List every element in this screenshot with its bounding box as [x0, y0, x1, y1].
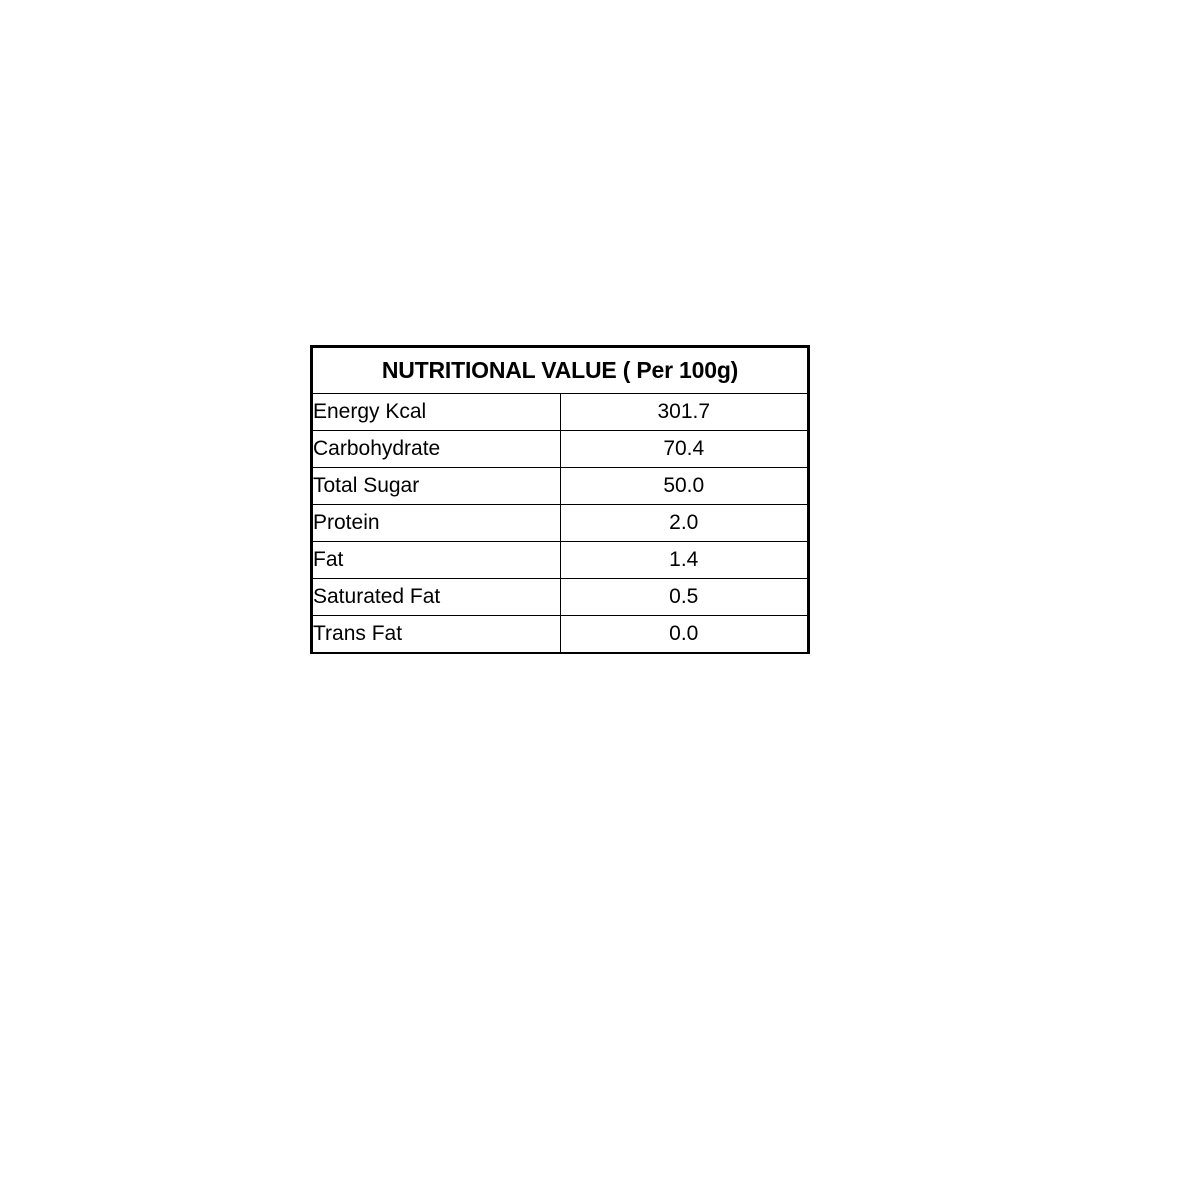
table-row	[313, 394, 808, 431]
table-body	[313, 394, 808, 653]
table-row	[313, 616, 808, 653]
nutrient-label: Saturated Fat	[313, 579, 561, 616]
nutrient-value: 70.4	[560, 431, 808, 468]
nutrition-facts-panel	[310, 345, 810, 654]
nutrient-label: Protein	[313, 505, 561, 542]
table-row	[313, 542, 808, 579]
table-row	[313, 431, 808, 468]
table-header	[313, 348, 808, 394]
nutrient-label: Energy Kcal	[313, 394, 561, 431]
nutrient-label: Trans Fat	[313, 616, 561, 653]
nutrient-value: 301.7	[560, 394, 808, 431]
nutrient-label: Total Sugar	[313, 468, 561, 505]
table-row	[313, 468, 808, 505]
nutrient-value: 1.4	[560, 542, 808, 579]
table-row	[313, 505, 808, 542]
nutrient-value: 2.0	[560, 505, 808, 542]
nutrition-table	[312, 347, 808, 652]
title-row	[313, 348, 808, 394]
nutrient-value: 50.0	[560, 468, 808, 505]
panel-title: NUTRITIONAL VALUE ( Per 100g)	[313, 348, 808, 394]
nutrient-value: 0.0	[560, 616, 808, 653]
nutrient-label: Carbohydrate	[313, 431, 561, 468]
nutrient-label: Fat	[313, 542, 561, 579]
table-row	[313, 579, 808, 616]
nutrient-value: 0.5	[560, 579, 808, 616]
